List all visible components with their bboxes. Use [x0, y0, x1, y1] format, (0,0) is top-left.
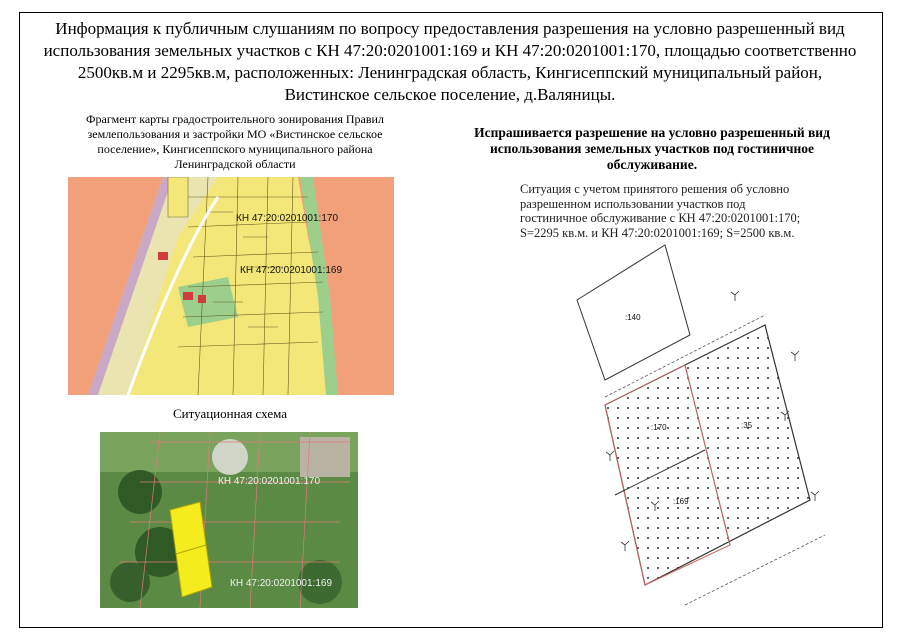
satellite-scheme — [100, 432, 358, 608]
plan-label-169: :169 — [673, 497, 689, 506]
situational-scheme-title: Ситуационная схема — [172, 406, 288, 421]
plan-description: Ситуация с учетом принятого решения об условно разрешенном использовании участков под гостиничное обслуживание с КН 47:20:0201001:170; S=2295 кв.м. и КН 47:20:0201001:169; S=2500 кв.м. — [520, 182, 801, 240]
request-title: Испрашивается разрешение на условно разрешенный вид использования земельных участков под гостиничное обслуживание. — [474, 125, 830, 172]
plan-label-170: :170 — [651, 423, 667, 432]
satellite-label-169: КН 47:20:0201001:169 — [230, 578, 333, 589]
zoning-map-caption: Фрагмент карты градостроительного зонирования Правил землепользования и застройки МО «Вистинское сельское поселение», Кингисеппского муниципального района Ленинградской области — [86, 112, 384, 171]
document-header: Информация к публичным слушаниям по вопросу предоставления разрешения на условно разрешенный вид использования земельных участков с КН 47:20:0201001:169 и КН 47:20:0201001:170, площадью соответственно 2500кв.м и 2295кв.м, расположенных: Ленинградская область, Кингисеппский муниципальный район, Вистинское сельское поселение, д.Валяницы. — [43, 19, 857, 104]
zoning-label-169: КН 47:20:0201001:169 — [240, 265, 343, 276]
plan-label-35: :35 — [741, 421, 753, 430]
zoning-label-170: КН 47:20:0201001:170 — [236, 213, 339, 224]
zoning-map — [68, 177, 394, 395]
satellite-label-170: КН 47:20:0201001:170 — [218, 476, 321, 487]
zoning-map-graphic — [68, 177, 394, 395]
plan-label-140: :140 — [625, 313, 641, 322]
